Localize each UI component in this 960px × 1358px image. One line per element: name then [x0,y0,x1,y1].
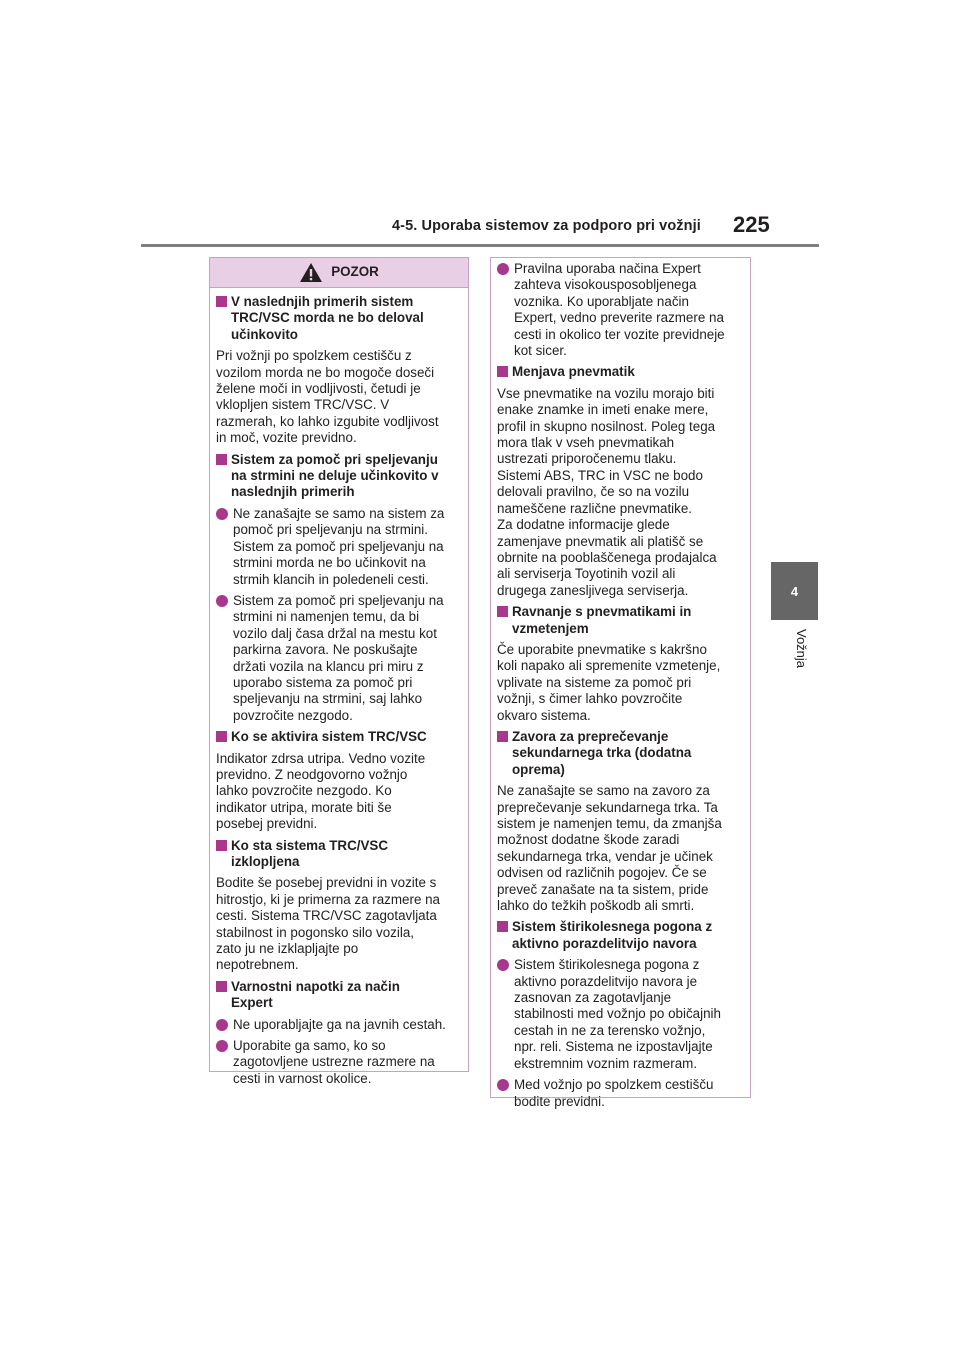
bullet-item [216,1038,461,1087]
square-bullet-icon [497,921,508,932]
square-bullet-icon [216,840,227,851]
bullet-text: Uporabite ga samo, ko so zagotovljene ustrezne razmere na cesti in varnost okolice. [233,1038,435,1086]
chapter-number: 4 [790,583,799,599]
caution-content-left [210,288,468,1087]
caution-box-continued [490,257,751,1109]
header-rule [141,244,819,247]
square-bullet-icon [497,731,508,742]
section-heading [216,979,461,1012]
circle-bullet-icon [497,1079,509,1091]
warning-triangle-icon [299,262,323,283]
bullet-text: Ne zanašajte se samo na sistem za pomoč pri speljevanju na strmini. Sistem za pomoč pri speljevanju na strmini morda ne bo učinkovit na strmih klancih in poledeneli cesti. [233,505,445,587]
section-heading [216,729,461,745]
heading-text: Ravnanje s pnevmatikami in vzmetenjem [512,604,692,636]
caution-box [209,257,469,1086]
heading-text: Sistem štirikolesnega pogona z aktivno porazdelitvijo navora [512,919,713,951]
circle-bullet-icon [216,1019,228,1031]
section-title: 4-5. Uporaba sistemov za podporo pri vožnji [392,218,701,234]
square-bullet-icon [216,981,227,992]
caution-title: POZOR [331,264,379,280]
paragraph: Če uporabite pnevmatike s kakršno koli napako ali spremenite vzmetenje, vplivate na sisteme za pomoč pri vožnji, s čimer lahko povzročite okvaro sistema. [497,641,721,723]
bullet-item [497,1077,743,1110]
section-heading [497,729,743,778]
section-heading [497,604,743,637]
square-bullet-icon [497,606,508,617]
caution-content-right [491,261,750,1110]
square-bullet-icon [216,296,227,307]
section-heading [497,364,743,380]
bullet-item [216,1017,461,1033]
circle-bullet-icon [216,1040,228,1052]
chapter-tab [771,562,818,620]
paragraph: Bodite še posebej previdni in vozite s hitrostjo, ki je primerna za razmere na cesti. Sistema TRC/VSC zagotavljata stabilnost in pogonsko silo vozila, zato ju ne izklapljajte po nepotrebnem. [216,875,441,973]
page-number: 225 [733,212,770,237]
bullet-item [497,957,743,1072]
bullet-text: Ne uporabljajte ga na javnih cestah. [233,1016,446,1032]
bullet-text: Sistem štirikolesnega pogona z aktivno porazdelitvijo navora je zasnovan za zagotavljanje stabilnosti med vožnjo po običajnih cestah in ne za terensko vožnjo, npr. reli. Sistema ne izpostavljajte ekstremnim voznim razmeram. [514,957,721,1071]
heading-text: Zavora za preprečevanje sekundarnega trka (dodatna oprema) [512,728,692,777]
square-bullet-icon [497,366,508,377]
section-heading [216,452,461,501]
caution-header [210,258,468,288]
bullet-text: Med vožnjo po spolzkem cestišču bodite previdni. [514,1077,714,1109]
heading-text: Sistem za pomoč pri speljevanju na strmini ne deluje učinkovito v naslednjih primerih [231,451,439,500]
bullet-item [216,593,461,724]
circle-bullet-icon [497,263,509,275]
paragraph: Indikator zdrsa utripa. Vedno vozite previdno. Z neodgovorno vožnjo lahko povzročite nezgodo. Ko indikator utripa, morate biti še posebej previdni. [216,750,426,832]
chapter-label: Vožnja [794,629,809,669]
paragraph: Vse pnevmatike na vozilu morajo biti enake znamke in imeti enake mere, profil in skupno nosilnost. Poleg tega mora tlak v vseh pnevmatikah ustrezati priporočenemu tlaku. Sistemi ABS, TRC in VSC ne bodo delovali pravilno, če so na vozilu nameščene različne pnevmatike. Za dodatne informacije glede zamenjave pnevmatik ali platišč se obrnite na pooblaščenega prodajalca ali serviserja Toyotinih vozil ali drugega zanesljivega serviserja. [497,385,717,598]
paragraph: Pri vožnji po spolzkem cestišču z vozilom morda ne bo mogoče doseči želene moči in vodljivosti, četudi je vklopljen sistem TRC/VSC. V razmerah, ko lahko izgubite vodljivost in moč, vozite previdno. [216,348,439,446]
bullet-text: Pravilna uporaba načina Expert zahteva visokousposobljenega voznika. Ko uporabljate način Expert, vedno preverite razmere na cesti in okolico ter vozite previdneje kot sicer. [514,261,725,359]
circle-bullet-icon [216,508,228,520]
heading-text: Ko sta sistema TRC/VSC izklopljena [231,837,389,869]
heading-text: Ko se aktivira sistem TRC/VSC [231,729,427,745]
section-heading [216,294,461,343]
heading-text: Varnostni napotki za način Expert [231,978,400,1011]
bullet-text: Sistem za pomoč pri speljevanju na strmini ni namenjen temu, da bi vozilo dalj časa držal na mestu kot parkirna zavora. Ne poskušajte držati vozila na klancu pri miru z uporabo sistema za pomoč pri speljevanju na strmini, saj lahko povzročite nezgodo. [233,592,444,723]
circle-bullet-icon [216,595,228,607]
circle-bullet-icon [497,959,509,971]
bullet-item [497,261,743,359]
heading-text: V naslednjih primerih sistem TRC/VSC morda ne bo deloval učinkovito [231,294,424,342]
square-bullet-icon [216,454,227,465]
section-heading [497,919,743,952]
section-heading [216,838,461,871]
bullet-item [216,506,461,588]
paragraph: Ne zanašajte se samo na zavoro za preprečevanje sekundarnega trka. Ta sistem je namenjen temu, da zmanjša možnost dodatne škode zaradi sekundarnega trka, vendar je učinek odvisen od različnih pogojev. Če se preveč zanašate na ta sistem, pride lahko do težkih poškodb ali smrti. [497,783,722,914]
heading-text: Menjava pnevmatik [512,364,635,380]
square-bullet-icon [216,731,227,742]
